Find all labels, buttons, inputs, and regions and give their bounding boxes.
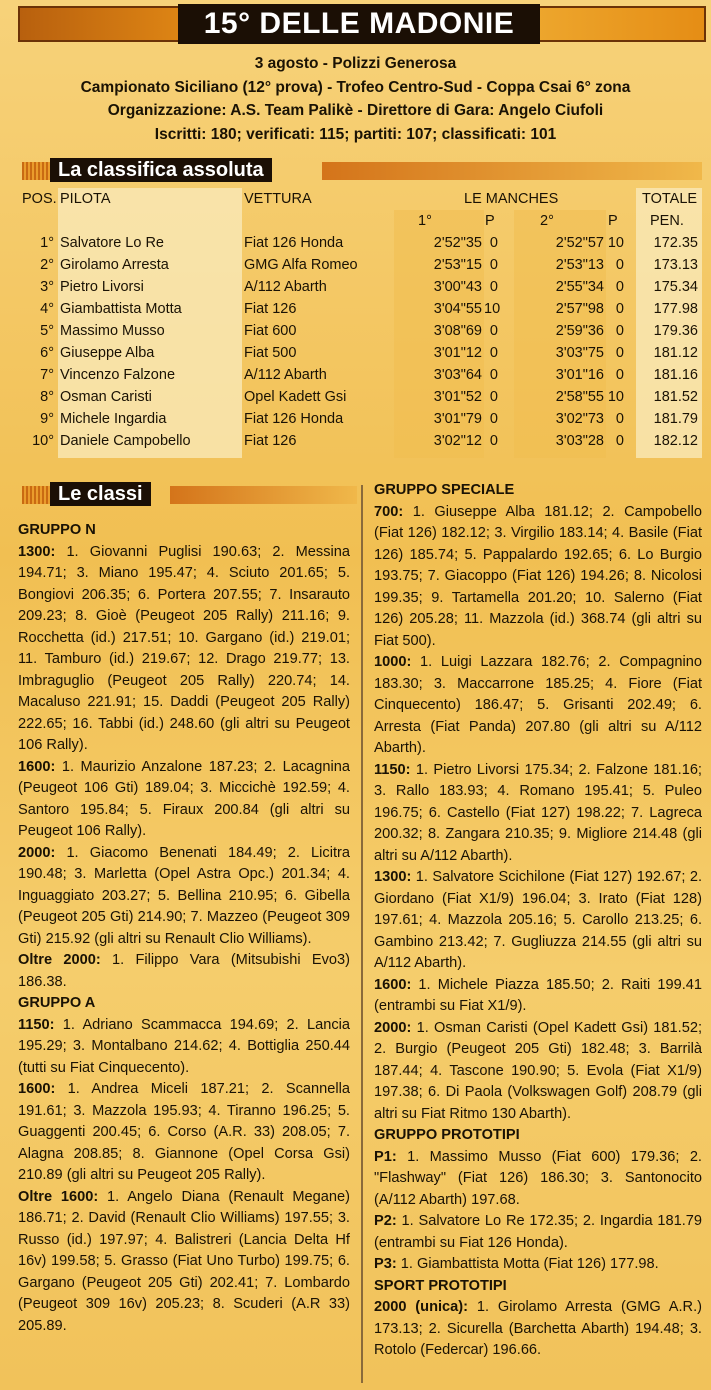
table-header-row-1 <box>22 188 702 210</box>
cell-pos: 3° <box>40 279 54 295</box>
cell-p1: 0 <box>489 367 498 383</box>
table-row <box>22 364 702 386</box>
cell-pos: 5° <box>40 323 54 339</box>
class-results: 1. Angelo Diana (Renault Megane) 186.71; 2. David (Renault Clio Williams) 197.55; 3. Russo (id.) 197.97; 4. Balistreri (Lancia Delta Hf 16v) 199.58; 5. Grasso (Fiat Uno Turbo) 199.75; 6. Gargano (Peugeot 205 Gti) 202.41; 7. Lombardo (Peugeot 309 16v) 205.23; 8. Scuderi (A.R 33) 205.89. <box>18 1188 350 1334</box>
cell-p2: 0 <box>615 367 624 383</box>
class-results: 1. Giacomo Benenati 184.49; 2. Licitra 190.48; 3. Marletta (Opel Astra Opc.) 201.34; 4. Inguaggiato 203.27; 5. Bellina 210.95; 6. Gibella (Peugeot 205 Gti) 214.90; 7. Mazzeo (Peugeot 309 Gti) 215.92 (gli altri su Renault Clio Williams). <box>18 844 350 947</box>
cell-p1: 0 <box>489 433 498 449</box>
cell-p2: 0 <box>615 301 624 317</box>
cell-p2: 10 <box>607 235 624 251</box>
cell-p2: 0 <box>615 345 624 361</box>
group-heading: GRUPPO N <box>18 522 96 538</box>
cell-pos: 8° <box>40 389 54 405</box>
header-pilota: PILOTA <box>60 191 111 207</box>
cell-m1: 3'03"64 <box>433 367 482 383</box>
cell-m1: 3'02"12 <box>433 433 482 449</box>
class-paragraph <box>18 950 350 993</box>
cell-vettura: GMG Alfa Romeo <box>244 257 358 273</box>
cell-p1: 0 <box>489 411 498 427</box>
cell-vettura: Fiat 126 <box>244 433 297 449</box>
table-row <box>22 232 702 254</box>
class-paragraph <box>18 1187 350 1338</box>
cell-pilota: Giuseppe Alba <box>60 345 155 361</box>
cell-pilota: Girolamo Arresta <box>60 257 169 273</box>
cell-pos: 10° <box>32 433 54 449</box>
cell-tot: 173.13 <box>653 257 698 273</box>
cell-vettura: Opel Kadett Gsi <box>244 389 347 405</box>
header-line-stats: Iscritti: 180; verificati: 115; partiti: 107; classificati: 101 <box>154 125 557 143</box>
cell-m2: 3'03"28 <box>555 433 604 449</box>
class-paragraph <box>374 975 702 1018</box>
cell-p1: 0 <box>489 279 498 295</box>
cell-m2: 2'58"55 <box>555 389 604 405</box>
cell-p1: 0 <box>489 345 498 361</box>
cell-vettura: Fiat 126 Honda <box>244 235 344 251</box>
table-row <box>22 386 702 408</box>
section-band-right <box>322 162 702 180</box>
class-results: 1. Salvatore Scichilone (Fiat 127) 192.67; 2. Giordano (Fiat X1/9) 196.04; 3. Irato (Fiat 128) 197.61; 4. Mazzola 205.16; 5. Carollo 213.25; 6. Gambino 213.42; 7. Gugliuzza 214.55 (gli altri su A/112 Abarth). <box>374 869 702 971</box>
class-results: 1. Pietro Livorsi 175.34; 2. Falzone 181.16; 3. Rallo 183.93; 4. Romano 195.41; 5. Puleo 196.75; 6. Castello (Fiat 127) 198.22; 7. Lagreca 200.32; 8. Zangara 210.35; 9. Migliore 214.48 (gli altri su A/112 Abarth). <box>374 761 702 864</box>
class-paragraph <box>374 867 702 975</box>
table-row <box>22 408 702 430</box>
header-m1: 1° <box>418 213 432 229</box>
class-paragraph <box>374 1211 702 1254</box>
cell-p1: 0 <box>489 389 498 405</box>
page-title: 15° DELLE MADONIE <box>178 4 540 44</box>
class-label: P2: <box>374 1213 397 1229</box>
section-band-right <box>170 486 357 504</box>
table-row <box>22 320 702 342</box>
cell-pilota: Michele Ingardia <box>60 411 167 427</box>
cell-pilota: Massimo Musso <box>60 323 165 339</box>
class-results: 1. Giovanni Puglisi 190.63; 2. Messina 194.71; 3. Miano 195.47; 4. Sciuto 201.65; 5. Bongiovi 206.35; 6. Portera 207.55; 7. Insarauto 209.23; 8. Gioè (Peugeot 205 Rally) 211.16; 9. Rocchetta (id.) 217.51; 10. Gargano (id.) 219.01; 11. Tamburo (id.) 219.67; 12. Drago 219.77; 13. Imbraguglio (Peugeot 205 Rally) 220.74; 14. Macaluso 221.91; 15. Daddi (Peugeot 205 Rally) 222.65; 16. Tabbi (id.) 248.60 (gli altri su Peugeot 106 Rally). <box>18 543 350 753</box>
class-label: 2000: <box>18 844 56 861</box>
cell-p2: 10 <box>607 389 624 405</box>
class-paragraph <box>374 1254 702 1276</box>
cell-p1: 0 <box>489 257 498 273</box>
cell-pilota: Vincenzo Falzone <box>60 367 176 383</box>
cell-m1: 2'53"15 <box>433 257 482 273</box>
class-label: 2000 (unica): <box>374 1299 469 1315</box>
class-paragraph <box>374 1147 702 1212</box>
class-label: 1150: <box>18 1016 55 1033</box>
cell-m2: 3'02"73 <box>555 411 604 427</box>
cell-pilota: Daniele Campobello <box>60 433 191 449</box>
class-label: 1300: <box>18 543 56 560</box>
class-label: P3: <box>374 1256 397 1272</box>
class-results: 1. Giambattista Motta (Fiat 126) 177.98. <box>396 1256 659 1272</box>
cell-m2: 2'53"13 <box>555 257 604 273</box>
class-results: 1. Filippo Vara (Mitsubishi Evo3) 186.38. <box>18 952 350 990</box>
cell-pos: 7° <box>40 367 54 383</box>
class-paragraph <box>374 760 702 868</box>
class-label: P1: <box>374 1148 397 1165</box>
cell-vettura: Fiat 126 Honda <box>244 411 344 427</box>
class-paragraph <box>374 1297 702 1362</box>
class-paragraph <box>18 757 350 843</box>
class-results: 1. Giuseppe Alba 181.12; 2. Campobello (Fiat 126) 182.12; 3. Virgilio 183.14; 4. Basile (Fiat 126) 185.74; 5. Pappalardo 192.65; 6. Lo Burgio 193.75; 7. Giacoppo (Fiat 126) 194.26; 8. Nicolosi 199.35; 9. Tartamella 201.20; 10. Salerno (Fiat 126) 205.28; 11. Mazzola (id.) 368.74 (gli altri su Fiat 500). <box>374 503 702 649</box>
class-results: 1. Girolamo Arresta (GMG A.R.) 173.13; 2. Sicurella (Barchetta Abarth) 194.48; 3. Rotolo (Federcar) 196.66. <box>374 1299 702 1358</box>
cell-p1: 0 <box>489 323 498 339</box>
cell-m2: 2'55"34 <box>555 279 604 295</box>
header-pos: POS. <box>22 191 57 207</box>
cell-p1: 0 <box>489 235 498 251</box>
class-paragraph <box>374 502 702 653</box>
group-heading: GRUPPO A <box>18 995 96 1011</box>
header-p2: P <box>608 213 618 229</box>
cell-tot: 181.12 <box>653 345 698 361</box>
cell-m1: 3'01"12 <box>433 345 482 361</box>
header-vettura: VETTURA <box>244 191 312 207</box>
cell-vettura: Fiat 500 <box>244 345 297 361</box>
header-line-organization: Organizzazione: A.S. Team Palikè - Direttore di Gara: Angelo Ciufoli <box>107 102 604 119</box>
cell-vettura: Fiat 126 <box>244 301 297 317</box>
cell-pos: 9° <box>40 411 54 427</box>
header-line-championship: Campionato Siciliano (12° prova) - Trofeo Centro-Sud - Coppa Csai 6° zona <box>80 78 631 96</box>
class-results: 1. Massimo Musso (Fiat 600) 179.36; 2. "Flashway" (Fiat 126) 186.30; 3. Santonocito (A/112 Abarth) 197.68. <box>374 1148 702 1208</box>
group-heading: GRUPPO PROTOTIPI <box>374 1127 520 1143</box>
cell-m1: 3'00"43 <box>433 279 482 295</box>
cell-m1: 3'01"79 <box>433 411 482 427</box>
classes-right-column <box>374 480 702 1362</box>
classes-left-column <box>18 520 350 1337</box>
class-label: 2000: <box>374 1019 412 1036</box>
cell-m1: 3'08"69 <box>433 323 482 339</box>
class-results: 1. Michele Piazza 185.50; 2. Raiti 199.41 (entrambi su Fiat X1/9). <box>374 976 702 1014</box>
cell-pos: 4° <box>40 301 54 317</box>
cell-m2: 2'57"98 <box>555 301 604 317</box>
cell-pilota: Pietro Livorsi <box>60 279 144 295</box>
cell-m1: 3'01"52 <box>433 389 482 405</box>
cell-tot: 172.35 <box>653 235 698 251</box>
section-title: La classifica assoluta <box>50 158 272 182</box>
cell-p1: 10 <box>484 301 501 317</box>
section-heading-classi <box>22 484 357 506</box>
table-row <box>22 254 702 276</box>
section-title: Le classi <box>50 482 151 506</box>
header-totale: TOTALE <box>642 191 698 207</box>
cell-p2: 0 <box>615 433 624 449</box>
title-banner <box>0 0 711 48</box>
event-header <box>0 52 711 146</box>
cell-tot: 181.16 <box>653 367 698 383</box>
class-label: Oltre 1600: <box>18 1188 99 1205</box>
cell-pos: 6° <box>40 345 54 361</box>
class-label: Oltre 2000: <box>18 952 101 968</box>
cell-vettura: Fiat 600 <box>244 323 297 339</box>
class-results: 1. Luigi Lazzara 182.76; 2. Compagnino 183.30; 3. Maccarrone 185.25; 4. Fiore (Fiat Cinquecento) 186.47; 5. Grisanti 202.49; 6. Arresta (Fiat Panda) 207.80 (gli altri su A/112 Abarth). <box>374 654 702 756</box>
cell-m1: 3'04"55 <box>433 301 482 317</box>
cell-vettura: A/112 Abarth <box>244 279 327 295</box>
cell-tot: 181.79 <box>653 411 698 427</box>
header-line-date: 3 agosto - Polizzi Generosa <box>254 55 457 72</box>
header-manches: LE MANCHES <box>464 191 559 207</box>
cell-m2: 3'01"16 <box>555 367 604 383</box>
cell-pos: 1° <box>40 235 54 251</box>
cell-pilota: Salvatore Lo Re <box>60 235 164 251</box>
cell-p2: 0 <box>615 323 624 339</box>
column-divider <box>361 485 363 1383</box>
table-row <box>22 430 702 452</box>
table-row <box>22 276 702 298</box>
class-paragraph <box>18 1015 350 1080</box>
class-results: 1. Adriano Scammacca 194.69; 2. Lancia 195.29; 3. Montalbano 214.62; 4. Bottiglia 250.44 (tutti su Fiat Cinquecento). <box>18 1016 350 1076</box>
table-header-row-2 <box>22 210 702 232</box>
table-row <box>22 342 702 364</box>
class-label: 700: <box>374 503 404 520</box>
class-label: 1600: <box>18 1081 56 1097</box>
class-label: 1150: <box>374 761 411 778</box>
class-results: 1. Maurizio Anzalone 187.23; 2. Lacagnina (Peugeot 106 Gti) 189.04; 3. Miccichè 192.59; 4. Santoro 195.84; 5. Firaux 200.84 (gli altri su Peugeot 106 Rally). <box>18 758 350 839</box>
group-heading: GRUPPO SPECIALE <box>374 482 515 498</box>
cell-pos: 2° <box>40 257 54 273</box>
header-pen: PEN. <box>650 213 684 229</box>
table-row <box>22 298 702 320</box>
class-paragraph <box>374 652 702 760</box>
class-results: 1. Andrea Miceli 187.21; 2. Scannella 191.61; 3. Mazzola 195.93; 4. Tiranno 196.25; 5. Guaggenti 200.45; 6. Corso (A.R. 33) 208.05; 7. Alagna 208.85; 8. Giannone (Opel Corsa Gsi) 210.89 (gli altri su Peugeot 205 Rally). <box>18 1081 350 1183</box>
cell-tot: 182.12 <box>653 433 698 449</box>
cell-pilota: Giambattista Motta <box>60 301 182 317</box>
class-paragraph <box>18 1079 350 1187</box>
cell-p2: 0 <box>615 279 624 295</box>
cell-m2: 3'03"75 <box>555 345 604 361</box>
class-label: 1300: <box>374 869 412 885</box>
header-m2: 2° <box>540 213 554 229</box>
cell-tot: 181.52 <box>653 389 698 405</box>
class-label: 1000: <box>374 654 412 670</box>
section-heading-assoluta <box>22 160 702 182</box>
header-p1: P <box>485 213 495 229</box>
cell-m2: 2'59"36 <box>555 323 604 339</box>
group-heading: SPORT PROTOTIPI <box>374 1277 507 1294</box>
class-results: 1. Osman Caristi (Opel Kadett Gsi) 181.52; 2. Burgio (Peugeot 205 Gti) 182.48; 3. Barrilà 187.44; 4. Tascone 190.90; 5. Evola (Fiat X1/9) 197.38; 6. Di Paola (Volkswagen Golf) 208.79 (gli altri su Fiat Ritmo 130 Abarth). <box>374 1019 702 1122</box>
cell-m1: 2'52"35 <box>433 235 482 251</box>
cell-tot: 179.36 <box>653 323 698 339</box>
class-paragraph <box>18 843 350 951</box>
cell-vettura: A/112 Abarth <box>244 367 327 383</box>
class-results: 1. Salvatore Lo Re 172.35; 2. Ingardia 181.79 (entrambi su Fiat 126 Honda). <box>374 1213 702 1251</box>
cell-pilota: Osman Caristi <box>60 389 152 405</box>
cell-tot: 175.34 <box>653 279 698 295</box>
cell-p2: 0 <box>615 411 624 427</box>
class-paragraph <box>374 1018 702 1126</box>
class-label: 1600: <box>374 976 412 993</box>
class-label: 1600: <box>18 758 56 775</box>
cell-p2: 0 <box>615 257 624 273</box>
cell-tot: 177.98 <box>653 301 698 317</box>
cell-m2: 2'52"57 <box>555 235 604 251</box>
class-paragraph <box>18 542 350 757</box>
